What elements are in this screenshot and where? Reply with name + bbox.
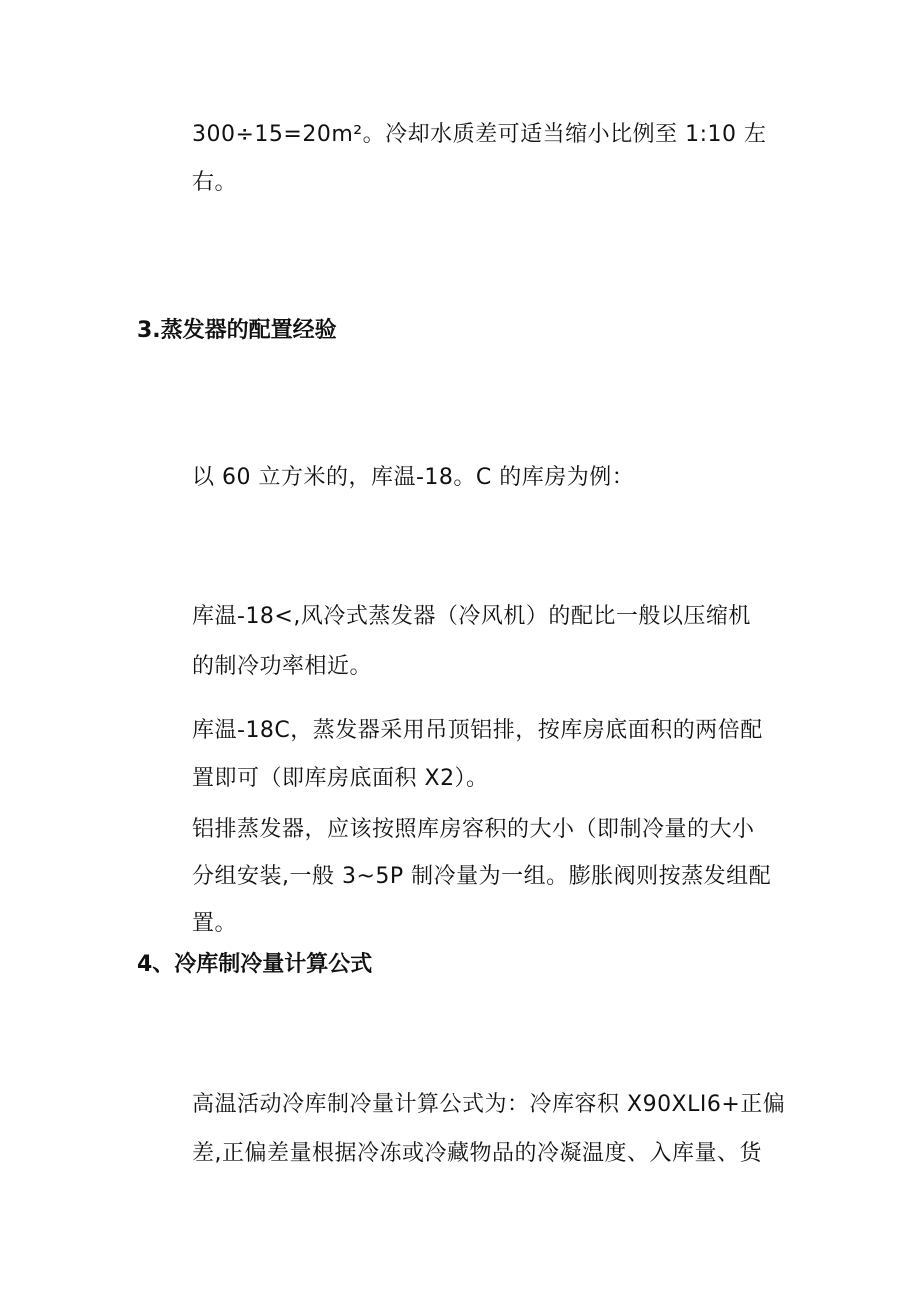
paragraph-3-line-1: 库温-18<,风冷式蒸发器（冷风机）的配比一般以压缩机: [192, 604, 751, 629]
section-heading-3: 3.蒸发器的配置经验: [137, 318, 337, 343]
paragraph-6-line-2: 差,正偏差量根据冷冻或冷藏物品的冷凝温度、入库量、货: [192, 1141, 762, 1166]
paragraph-1-line-2: 右。: [192, 170, 238, 195]
paragraph-2-line-1: 以 60 立方米的，库温-18。C 的库房为例：: [192, 465, 635, 490]
paragraph-4-line-2: 置即可（即库房底面积 X2）。: [192, 766, 489, 791]
paragraph-5-line-2: 分组安装,一般 3~5P 制冷量为一组。膨胀阀则按蒸发组配: [192, 864, 772, 889]
paragraph-5-line-3: 置。: [192, 911, 238, 936]
paragraph-4-line-1: 库温-18C，蒸发器采用吊顶铝排，按库房底面积的两倍配: [192, 718, 763, 743]
paragraph-3-line-2: 的制冷功率相近。: [192, 654, 373, 679]
paragraph-1-line-1: 300÷15=20m²。冷却水质差可适当缩小比例至 1:10 左: [192, 122, 767, 147]
section-heading-4: 4、冷库制冷量计算公式: [137, 952, 373, 977]
paragraph-6-line-1: 高温活动冷库制冷量计算公式为：冷库容积 X90XLI6+正偏: [192, 1092, 786, 1117]
paragraph-5-line-1: 铝排蒸发器，应该按照库房容积的大小（即制冷量的大小: [192, 817, 755, 842]
